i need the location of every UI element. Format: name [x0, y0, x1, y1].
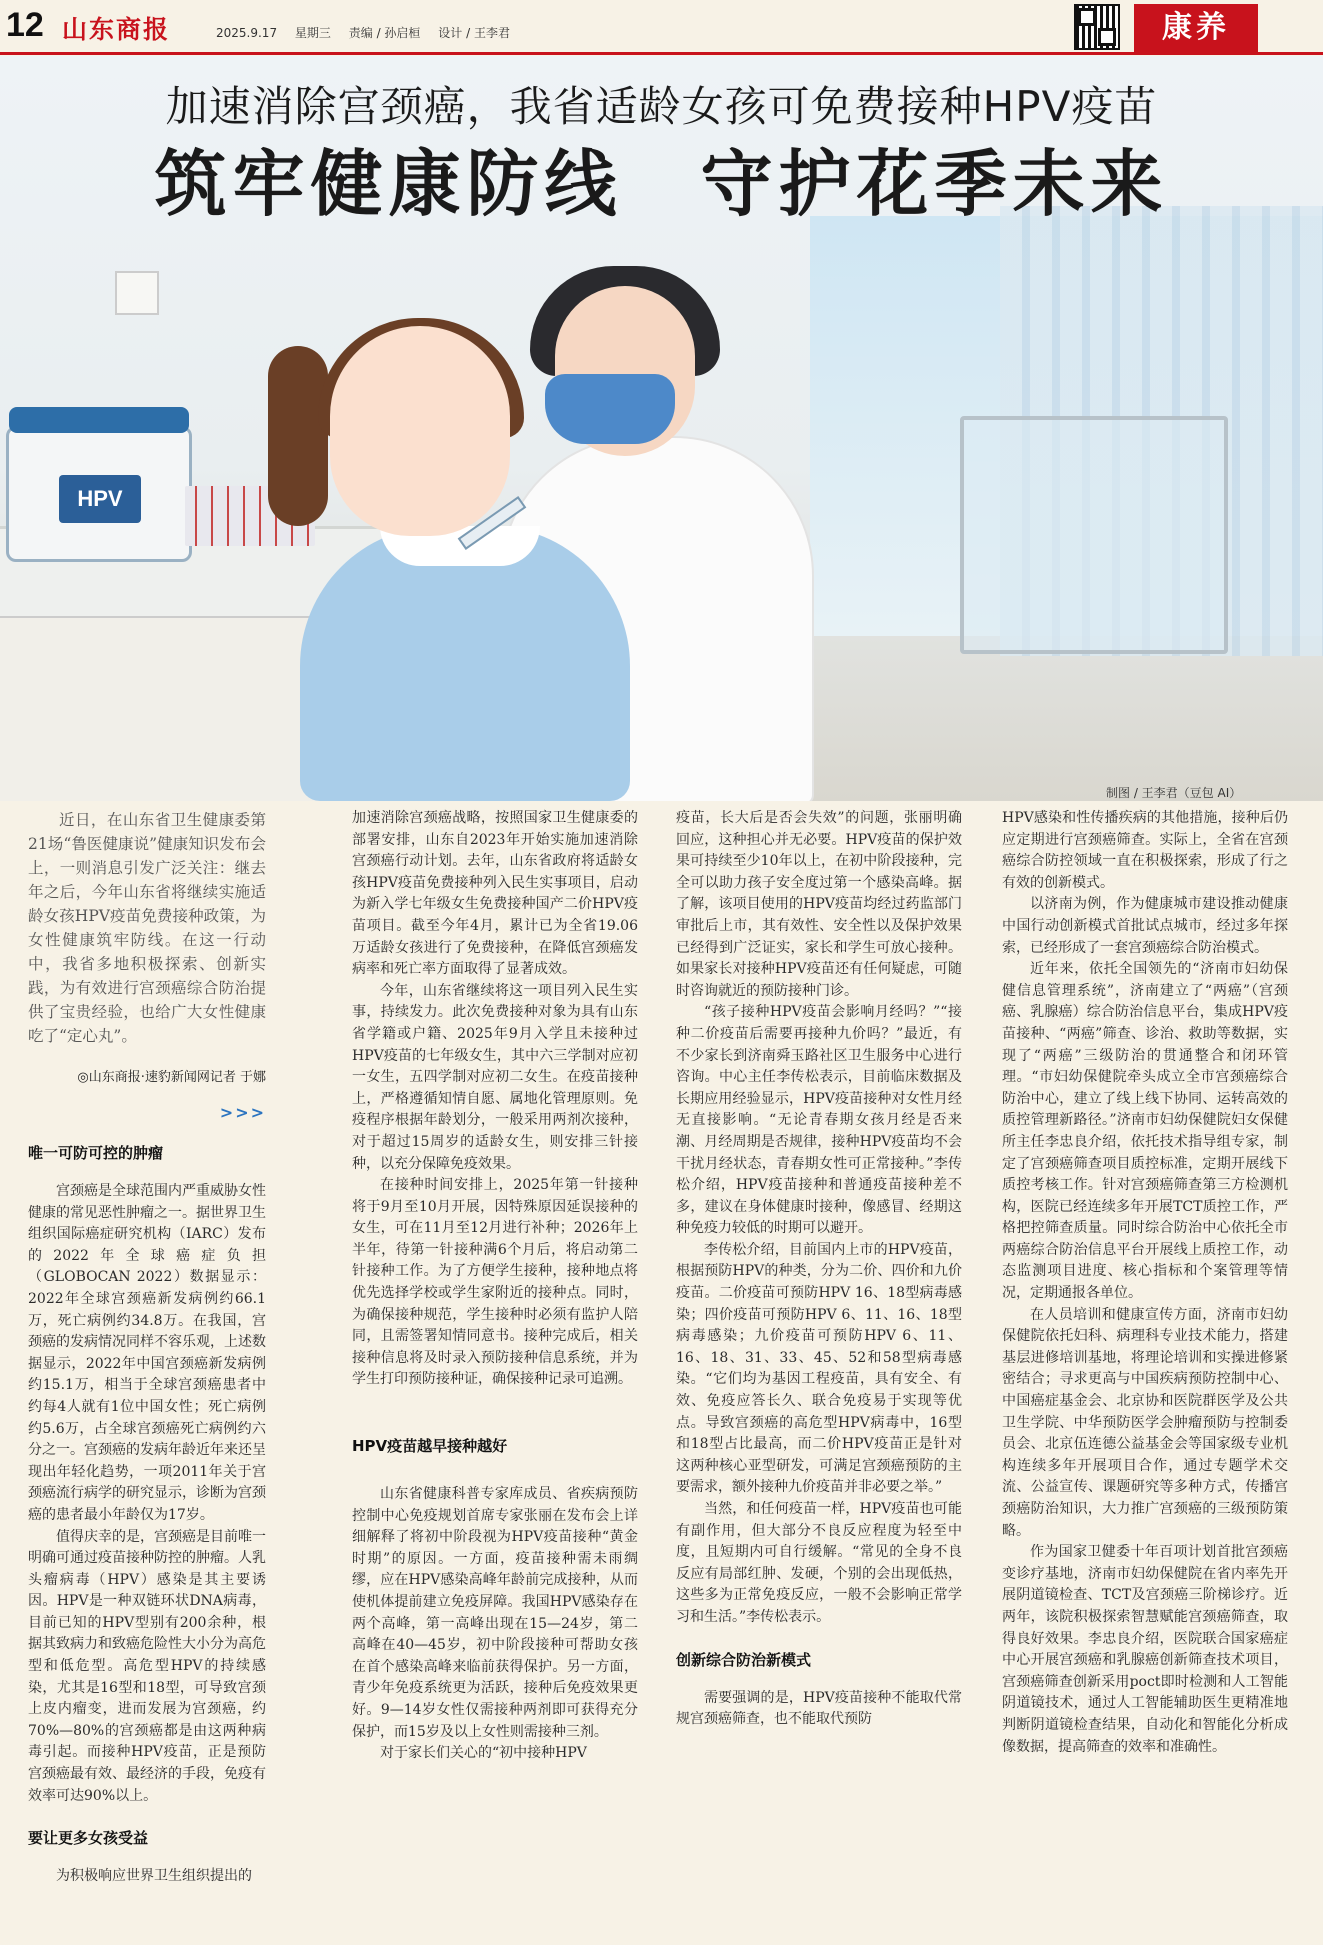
section-tag: 康养 — [1134, 4, 1258, 52]
body-paragraph: HPV感染和性传播疾病的其他措施，接种后仍应定期进行宫颈癌筛查。实际上，全省在宫颈癌综合防控领域一直在积极探索，形成了行之有效的创新模式。 — [1002, 810, 1288, 891]
continue-arrow-icon: >>> — [219, 1103, 266, 1122]
girl-ponytail — [268, 346, 328, 526]
designer-credit: 设计 / 王李君 — [438, 26, 510, 40]
body-paragraph: “孩子接种HPV疫苗会影响月经吗？”“接种二价疫苗后需要再接种九价吗？”最近，有不少家长到济南舜玉路社区卫生服务中心进行咨询。中心主任李传松表示，目前临床数据及长期应用经验显示，HPV疫苗接种对女性月经无直接影响。“无论青春期女孩月经是否来潮、月经周期是否规律，接种HPV疫苗均不会干扰月经状态，青春期女性可正常接种。”李传松介绍，HPV疫苗接种和普通疫苗接种差不多，建议在身体健康时接种，像感冒、经期这种免疫力较低的时期可以避开。 — [676, 1004, 962, 1237]
body-paragraph: 作为国家卫健委十年百项计划首批宫颈癌变诊疗基地，济南市妇幼保健院在省内率先开展阴道镜检查、TCT及宫颈癌三阶梯诊疗。近两年，该院积极探索智慧赋能宫颈癌筛查，取得良好效果。李忠良介绍，医院联合国家癌症中心开展宫颈癌和乳腺癌创新筛查技术项目，宫颈癌筛查创新采用poct即时检测和人工智能阴道镜技术，通过人工智能辅助医生更精准地判断阴道镜检查结果，自动化和智能化分析成像数据，提高筛查的效率和准确性。 — [1002, 1544, 1288, 1755]
header-rule — [0, 52, 1323, 55]
issue-date: 2025.9.17 — [216, 26, 278, 40]
body-paragraph: 在接种时间安排上，2025年第一针接种将于9月至10月开展，因特殊原因延误接种的女生，可在11月至12月进行补种；2026年上半年，待第一针接种满6个月后，将启动第二针接种工作。为了方便学生接种，接种地点将优先选择学校或学生家附近的接种点。同时，为确保接种规范，学生接种时必须有监护人陪同，且需签署知情同意书。接种完成后，相关接种信息将及时录入预防接种信息系统，并为学生打印预防接种证，确保接种记录可追溯。 — [352, 1177, 638, 1388]
body-paragraph: 宫颈癌是全球范围内严重威胁女性健康的常见恶性肿瘤之一。据世界卫生组织国际癌症研究机构（IARC）发布的2022年全球癌症负担（GLOBOCAN 2022）数据显示：2022年全球宫颈癌新发病例约66.1万，死亡病例约34.8万。在我国，宫颈癌的发病情况同样不容乐观，上述数据显示，2022年中国宫颈癌新发病例约15.1万，相当于全球宫颈癌患者中约每4人就有1位中国女性；死亡病例约5.6万，占全球宫颈癌死亡病例约六分之一。宫颈癌的发病年龄近年来还呈现出年轻化趋势，一项2011年关于宫颈癌流行病学的研究显示，诊断为宫颈癌的患者最小年龄仅为17岁。 — [28, 1183, 266, 1523]
body-paragraph: 需要强调的是，HPV疫苗接种不能取代常规宫颈癌筛查，也不能取代预防 — [676, 1689, 962, 1728]
lead-paragraph: 近日，在山东省卫生健康委第21场“鲁医健康说”健康知识发布会上，一则消息引发广泛关注：继去年之后，今年山东省将继续实施适龄女孩HPV疫苗免费接种政策，为女性健康筑牢防线。在这一行动中，我省多地积极探索、创新实践，为有效进行宫颈癌综合防治提供了宝贵经验，也给广大女性健康吃了“定心丸”。 — [28, 811, 266, 1045]
column-4 — [1002, 808, 1288, 1933]
body-paragraph: 李传松介绍，目前国内上市的HPV疫苗，根据预防HPV的种类，分为二价、四价和九价疫苗。二价疫苗可预防HPV 16、18型病毒感染；四价疫苗可预防HPV 6、11、16、18型病毒感染；九价疫苗可预防HPV 6、11、16、18、31、33、45、52和58型病毒感染。“它们均为基因工程疫苗，具有安全、有效、免疫应答长久、联合免疫易于实现等优点。导致宫颈癌的高危型HPV病毒中，16型和18型占比最高，而二价HPV疫苗正是针对这两种核心亚型研发，可满足宫颈癌预防的主要需求，额外接种九价疫苗并非必要之举。” — [676, 1241, 962, 1496]
body-paragraph: 值得庆幸的是，宫颈癌是目前唯一明确可通过疫苗接种防控的肿瘤。人乳头瘤病毒（HPV）感染是其主要诱因。HPV是一种双链环状DNA病毒，目前已知的HPV型别有200余种，根据其致病力和致癌危险性大小分为高危型和低危型。高危型HPV的持续感染，尤其是16型和18型，可导致宫颈上皮内瘤变，进而发展为宫颈癌，约70%—80%的宫颈癌都是由这两种病毒引起。而接种HPV疫苗，正是预防宫颈癌最有效、最经济的手段，免疫有效率可达90%以上。 — [28, 1528, 266, 1804]
column-1 — [28, 808, 266, 1933]
column-2 — [352, 808, 638, 1933]
body-paragraph: 近年来，依托全国领先的“济南市妇幼保健信息管理系统”，济南建立了“两癌”（宫颈癌、乳腺癌）综合防治信息平台，集成HPV疫苗接种、“两癌”筛查、诊治、救助等数据，实现了“两癌”三级防治的贯通整合和闭环管理。“市妇幼保健院牵头成立全市宫颈癌综合防治中心，建立了线上线下协同、运转高效的质控管理新路径。”济南市妇幼保健院妇女保健所主任李忠良介绍，依托技术指导组专家，制定了宫颈癌筛查项目质控标准，定期开展线下质控考核工作。针对宫颈癌筛查第三方检测机构，医院已经连续多年开展TCT质控工作，严格把控筛查质量。同时综合防治中心依托全市两癌综合防治信息平台开展线上质控工作，动态监测项目进度、核心指标和个案管理等情况，定期通报各单位。 — [1002, 961, 1288, 1302]
hpv-label: HPV — [59, 475, 141, 523]
section-heading: 要让更多女孩受益 — [28, 1829, 149, 1848]
section-heading: 创新综合防治新模式 — [676, 1650, 812, 1669]
body-paragraph: 当然，和任何疫苗一样，HPV疫苗也可能有副作用，但大部分不良反应程度为轻至中度，且短期内可自行缓解。“常见的全身不良反应有局部红肿、发硬，个别的会出现低热，这些多为正常免疫反应，一般不会影响正常学习和生活。”李传松表示。 — [676, 1501, 962, 1625]
body-paragraph: 加速消除宫颈癌战略，按照国家卫生健康委的部署安排，山东自2023年开始实施加速消除宫颈癌行动计划。去年，山东省政府将适龄女孩HPV疫苗免费接种列入民生实事项目，启动为新入学七年级女生免费接种国产二价HPV疫苗项目。截至今年4月，累计已为全省19.06万适龄女孩进行了免费接种，在降低宫颈癌发病率和死亡率方面取得了显著成效。 — [352, 810, 638, 978]
cooler-lid — [9, 407, 189, 433]
vaccine-cooler — [6, 426, 192, 562]
section-heading: HPV疫苗越早接种越好 — [352, 1437, 508, 1456]
column-3 — [676, 808, 962, 1933]
body-paragraph: 为积极响应世界卫生组织提出的 — [56, 1868, 252, 1885]
editor-credit: 责编 / 孙启桓 — [348, 26, 421, 40]
body-paragraph: 对于家长们关心的“初中接种HPV — [380, 1745, 587, 1762]
page-number: 12 — [6, 6, 44, 44]
section-heading: 唯一可防可控的肿瘤 — [28, 1144, 164, 1162]
subheadline: 加速消除宫颈癌，我省适龄女孩可免费接种HPV疫苗 — [165, 82, 1158, 131]
body-paragraph: 在人员培训和健康宣传方面，济南市妇幼保健院依托妇科、病理科专业技术能力，搭建基层进修培训基地，将理论培训和实操进修紧密结合；寻求更高与中国疾病预防控制中心、中国癌症基金会、北京协和医院群医学及公共卫生学院、中华预防医学会肿瘤预防与控制委员会、北京伍连德公益基金会等国家级专业机构连续多年开展项目合作，通过专题学术交流、公益宣传、课题研究等多种方式，传播宫颈癌防治知识，大力推广宫颈癌的三级预防策略。 — [1002, 1306, 1288, 1539]
girl-head — [330, 326, 510, 536]
body-paragraph: 山东省健康科普专家库成员、省疾病预防控制中心免疫规划首席专家张丽在发布会上详细解释了将初中阶段视为HPV疫苗接种“黄金时期”的原因。一方面，疫苗接种需未雨绸缪，应在HPV感染高峰年龄前完成接种，从而使机体提前建立免疫屏障。我国HPV感染存在两个高峰，第一高峰出现在15—24岁，第二高峰在40—45岁，初中阶段接种可帮助女孩在首个感染高峰来临前获得保护。另一方面，青少年免疫系统更为活跃，接种后免疫效果更好。9—14岁女性仅需接种两剂即可获得充分保护，而15岁及以上女性则需接种三剂。 — [352, 1486, 638, 1740]
main-headline: 筑牢健康防线 守护花季未来 — [154, 142, 1169, 226]
wall-socket — [115, 271, 159, 315]
issue-weekday: 星期三 — [294, 26, 331, 40]
nurse-mask — [545, 374, 675, 444]
body-paragraph: 以济南为例，作为健康城市建设推动健康中国行动创新模式首批试点城市，经过多年探索，已经形成了一套宫颈癌综合防治模式。 — [1002, 896, 1288, 956]
privacy-screen — [960, 416, 1228, 654]
image-credit: 制图 / 王李君（豆包 AI） — [1106, 786, 1242, 800]
masthead — [0, 0, 1323, 52]
body-paragraph: 疫苗，长大后是否会失效”的问题，张丽明确回应，这种担心并无必要。HPV疫苗的保护效果可持续至少10年以上，在初中阶段接种，完全可以助力孩子安全度过第一个感染高峰。据了解，该项目使用的HPV疫苗均经过药监部门审批后上市，其有效性、安全性以及保护效果已经得到广泛证实，家长和学生可放心接种。如果家长对接种HPV疫苗还有任何疑虑，可随时咨询就近的预防接种门诊。 — [676, 810, 962, 999]
issue-meta — [216, 24, 524, 41]
byline: ◎山东商报·速豹新闻网记者 于娜 — [77, 1070, 266, 1085]
girl-figure — [300, 526, 630, 801]
qr-code-icon[interactable] — [1074, 4, 1120, 50]
paper-name: 山东商报 — [62, 15, 171, 44]
body-paragraph: 今年，山东省继续将这一项目列入民生实事，持续发力。此次免费接种对象为具有山东省学籍或户籍、2025年9月入学且未接种过HPV疫苗的七年级女生，其中六三学制对应初一女生，五四学制对应初二女生。在疫苗接种上，严格遵循知情自愿、属地化管理原则。免疫程序根据年龄划分，一般采用两剂次接种，对于超过15周岁的适龄女生，则安排三针接种，以充分保障免疫效果。 — [352, 982, 638, 1172]
